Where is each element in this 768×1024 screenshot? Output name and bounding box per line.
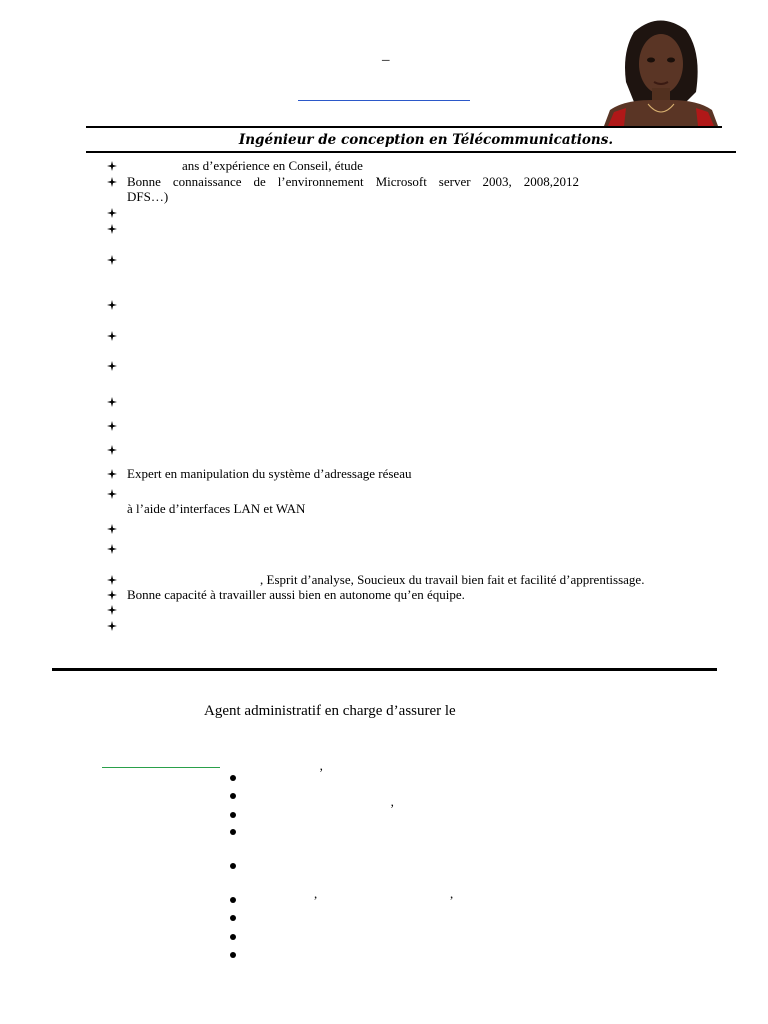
stray-apostrophe: ’ bbox=[390, 801, 395, 816]
diamond-bullet-icon bbox=[106, 589, 118, 601]
skill-experience: ans d’expérience en Conseil, étude bbox=[182, 158, 363, 173]
experience-role: Agent administratif en charge d’assurer le bbox=[204, 703, 456, 719]
diamond-bullet-icon bbox=[106, 176, 118, 188]
stray-comma: , bbox=[450, 886, 454, 901]
skill-lan-wan: à l’aide d’interfaces LAN et WAN bbox=[127, 501, 306, 516]
header-dash: – bbox=[382, 52, 390, 68]
round-bullet-icon bbox=[230, 829, 236, 835]
skill-analysis: , Esprit d’analyse, Soucieux du travail bien fait et facilité d’apprentissage. bbox=[260, 572, 645, 587]
round-bullet-icon bbox=[230, 934, 236, 940]
skill-autonomy: Bonne capacité à travailler aussi bien en autonome qu’en équipe. bbox=[127, 587, 465, 602]
diamond-bullet-icon bbox=[106, 299, 118, 311]
diamond-bullet-icon bbox=[106, 420, 118, 432]
round-bullet-icon bbox=[230, 952, 236, 958]
diamond-bullet-icon bbox=[106, 396, 118, 408]
skill-microsoft-line1: Bonne connaissance de l’environnement Microsoft server 2003, 2008,2012 bbox=[127, 174, 579, 189]
diamond-bullet-icon bbox=[106, 360, 118, 372]
stray-apostrophe: ’ bbox=[319, 765, 324, 780]
diamond-bullet-icon bbox=[106, 488, 118, 500]
title-rule-top bbox=[86, 126, 722, 128]
skill-microsoft-line2: DFS…) bbox=[127, 189, 169, 204]
skill-expert: Expert en manipulation du système d’adressage réseau bbox=[127, 466, 412, 481]
round-bullet-icon bbox=[230, 863, 236, 869]
company-link-underline[interactable] bbox=[102, 767, 220, 768]
diamond-bullet-icon bbox=[106, 223, 118, 235]
diamond-bullet-icon bbox=[106, 604, 118, 616]
diamond-bullet-icon bbox=[106, 330, 118, 342]
email-link-underline[interactable] bbox=[298, 100, 470, 101]
diamond-bullet-icon bbox=[106, 523, 118, 535]
diamond-bullet-icon bbox=[106, 207, 118, 219]
round-bullet-icon bbox=[230, 897, 236, 903]
diamond-bullet-icon bbox=[106, 160, 118, 172]
stray-comma: , bbox=[314, 886, 318, 901]
diamond-bullet-icon bbox=[106, 620, 118, 632]
round-bullet-icon bbox=[230, 812, 236, 818]
diamond-bullet-icon bbox=[106, 444, 118, 456]
diamond-bullet-icon bbox=[106, 543, 118, 555]
diamond-bullet-icon bbox=[106, 574, 118, 586]
profile-photo bbox=[604, 12, 718, 126]
title-rule-bottom bbox=[86, 151, 736, 153]
job-title: Ingénieur de conception en Télécommunications. bbox=[238, 132, 614, 148]
diamond-bullet-icon bbox=[106, 254, 118, 266]
round-bullet-icon bbox=[230, 915, 236, 921]
round-bullet-icon bbox=[230, 775, 236, 781]
section-rule bbox=[52, 668, 717, 671]
diamond-bullet-icon bbox=[106, 468, 118, 480]
round-bullet-icon bbox=[230, 793, 236, 799]
